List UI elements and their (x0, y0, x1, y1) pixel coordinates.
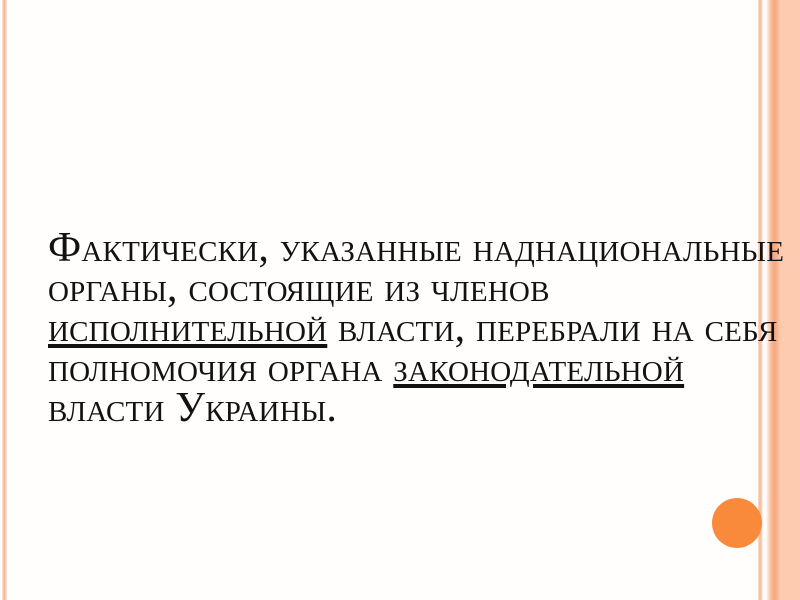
text-line-3 (48, 305, 778, 351)
text-line-5 (48, 385, 748, 431)
text-segment: органы, состоящие из членов (48, 265, 550, 311)
text-line-1 (48, 225, 785, 271)
slide-body-text (48, 225, 785, 431)
right-accent-band (758, 0, 800, 600)
text-segment: Фактически, указанные наднациональные (48, 225, 785, 271)
left-accent-stripe (2, 0, 7, 600)
text-segment: полномочия органа (48, 345, 394, 391)
decorative-circle (712, 498, 762, 548)
underlined-text-segment: исполнительной (48, 305, 328, 351)
text-line-4 (48, 345, 748, 391)
text-segment: власти, перебрали на себя (327, 305, 778, 351)
underlined-text-segment: законодательной (393, 345, 685, 391)
text-segment: власти Украины. (48, 385, 338, 431)
text-line-2 (48, 265, 748, 311)
